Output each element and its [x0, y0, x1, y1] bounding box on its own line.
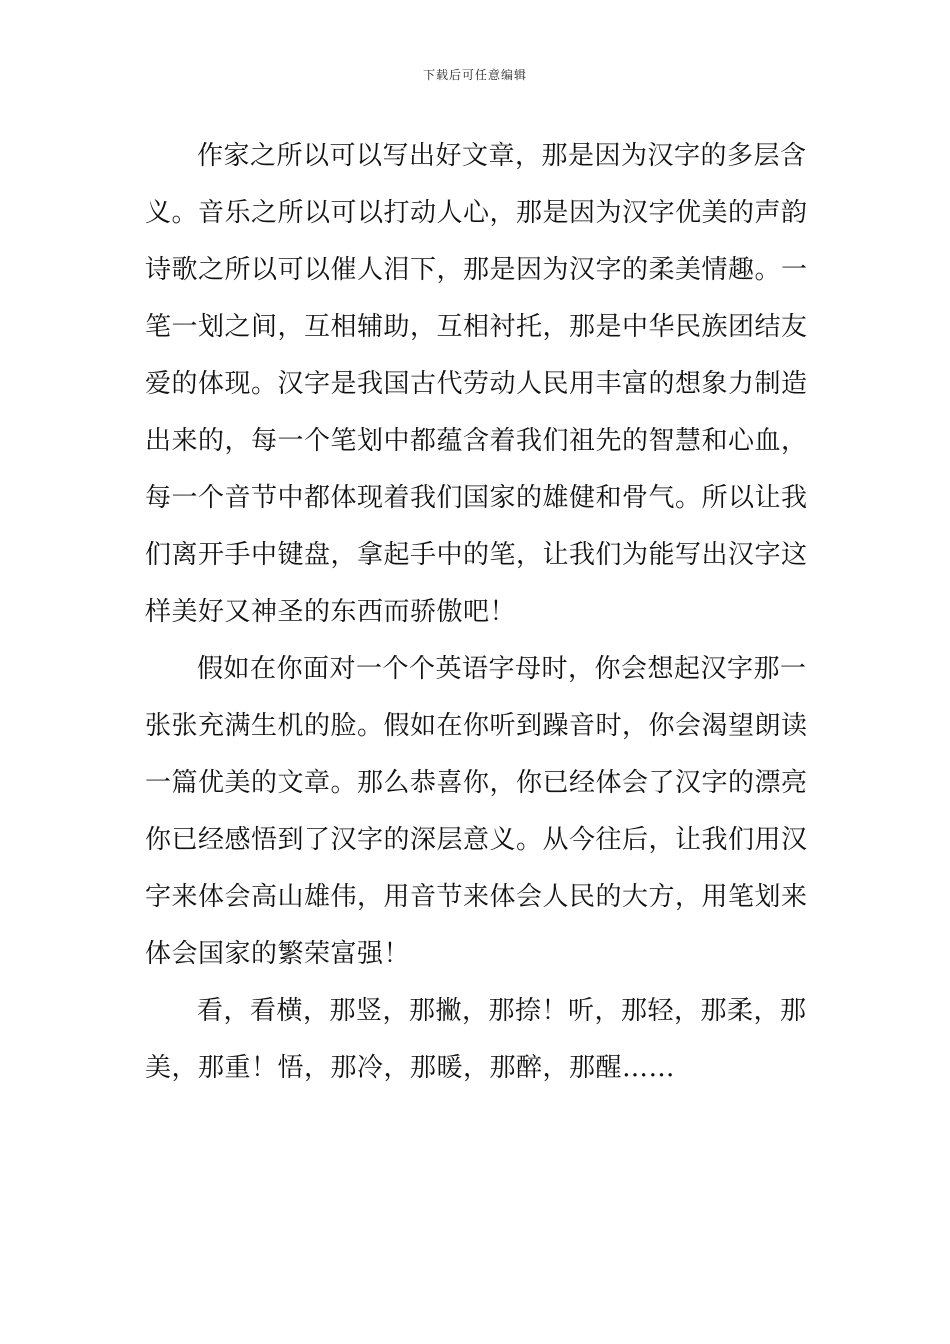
- paragraph-1-line-6: 出来的，每一个笔划中都蕴含着我们祖先的智慧和心血，: [145, 426, 808, 456]
- document-body: [145, 128, 810, 1097]
- paragraph-1-line-8: 们离开手中键盘，拿起手中的笔，让我们为能写出汉字这: [145, 540, 808, 570]
- paragraph-1-line-3: 诗歌之所以可以催人泪下，那是因为汉字的柔美情趣。一: [145, 255, 808, 285]
- paragraph-2-line-2: 张张充满生机的脸。假如在你听到躁音时，你会渴望朗读: [145, 711, 808, 741]
- paragraph-1-line-4: 笔一划之间，互相辅助，互相衬托，那是中华民族团结友: [145, 312, 808, 342]
- paragraph-2-line-1: 假如在你面对一个个英语字母时，你会想起汉字那一: [197, 654, 807, 684]
- paragraph-2-line-4: 你已经感悟到了汉字的深层意义。从今往后，让我们用汉: [145, 825, 808, 855]
- paragraph-1-line-5: 爱的体现。汉字是我国古代劳动人民用丰富的想象力制造: [145, 369, 808, 399]
- paragraph-1-line-1: 作家之所以可以写出好文章，那是因为汉字的多层含: [197, 141, 807, 171]
- paragraph-1-line-9: 样美好又神圣的东西而骄傲吧！: [145, 597, 517, 627]
- paragraph-2-line-3: 一篇优美的文章。那么恭喜你，你已经体会了汉字的漂亮: [145, 768, 808, 798]
- page-header: 下载后可任意编辑: [422, 68, 527, 82]
- paragraph-1-line-7: 每一个音节中都体现着我们国家的雄健和骨气。所以让我: [145, 483, 808, 513]
- paragraph-1-line-2: 义。音乐之所以可以打动人心，那是因为汉字优美的声韵: [145, 198, 808, 228]
- paragraph-2-line-6: 体会国家的繁荣富强！: [145, 939, 411, 969]
- paragraph-3-line-1: 看，看横，那竖，那撇，那捺！听，那轻，那柔，那: [197, 996, 807, 1026]
- paragraph-3-line-2: 美，那重！悟，那冷，那暖，那醉，那醒……: [145, 1053, 676, 1083]
- paragraph-2-line-5: 字来体会高山雄伟，用音节来体会人民的大方，用笔划来: [145, 882, 808, 912]
